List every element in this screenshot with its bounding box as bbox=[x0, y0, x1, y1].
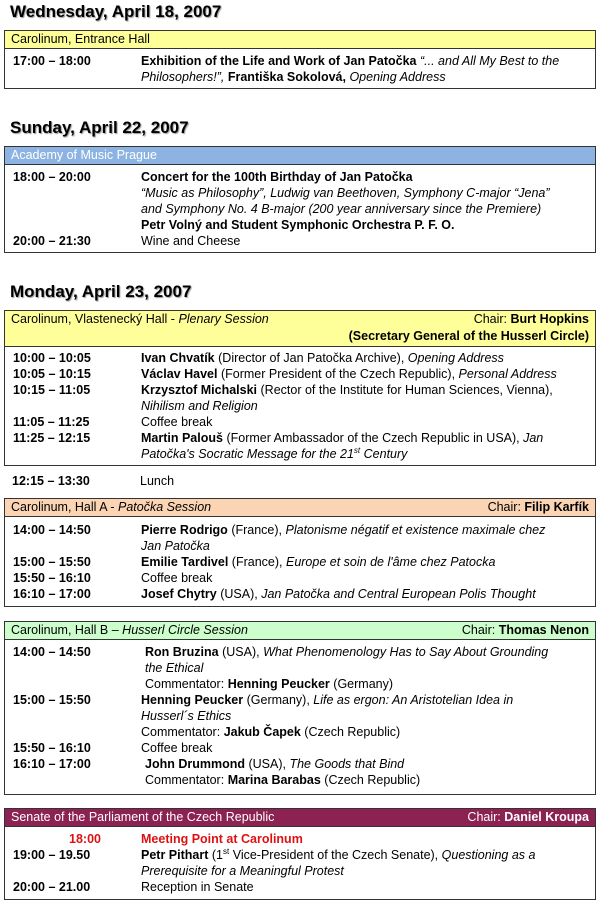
venue-name: Carolinum, Hall A - bbox=[11, 500, 115, 514]
commentator-label: Commentator: bbox=[145, 773, 225, 787]
schedule-row bbox=[11, 644, 589, 660]
schedule-row bbox=[11, 398, 589, 414]
schedule-row bbox=[11, 538, 589, 554]
speaker: Henning Peucker bbox=[141, 693, 244, 707]
affiliation: (Former President of the Czech Republic), bbox=[220, 367, 456, 381]
day-heading-monday: Monday, April 23, 2007 bbox=[10, 282, 192, 301]
schedule-row bbox=[11, 676, 589, 692]
event-title: Reception in Senate bbox=[141, 880, 254, 894]
time: 17:00 – 18:00 bbox=[13, 54, 91, 68]
speaker: Ivan Chvatík bbox=[141, 351, 215, 365]
plenary-box bbox=[4, 310, 596, 466]
speaker: Emilie Tardivel bbox=[141, 555, 229, 569]
event-italic: “... and All My Best to the bbox=[419, 54, 560, 68]
schedule-row bbox=[11, 185, 589, 201]
event-italic: Philosophers!”, bbox=[141, 70, 225, 84]
session-name: Patočka Session bbox=[118, 500, 212, 514]
venue-name: Carolinum, Vlastenecký Hall - bbox=[11, 312, 175, 326]
talk-title: Prerequisite for a Meaningful Protest bbox=[141, 864, 344, 878]
commentator: Henning Peucker bbox=[227, 677, 330, 691]
chair-name: Filip Karfík bbox=[524, 500, 589, 514]
time: 18:00 – 20:00 bbox=[13, 170, 91, 184]
time: 16:10 – 17:00 bbox=[13, 587, 91, 601]
talk-title: Jan Patočka bbox=[141, 539, 210, 553]
talk-title: Patočka's Socratic Message for the 21 bbox=[141, 447, 354, 461]
speaker: Martin Palouš bbox=[141, 431, 223, 445]
talk-title: Life as ergon: An Aristotelian Idea in bbox=[313, 693, 514, 707]
schedule-row bbox=[11, 446, 589, 462]
talk-title: the Ethical bbox=[145, 661, 204, 675]
schedule-row bbox=[11, 382, 589, 398]
schedule-row bbox=[11, 756, 589, 772]
break: Coffee break bbox=[141, 571, 213, 585]
speaker: Václav Havel bbox=[141, 367, 218, 381]
time: 11:05 – 11:25 bbox=[13, 415, 90, 429]
affiliation: (Rector of the Institute for Human Sciences, Vienna), bbox=[260, 383, 553, 397]
talk-title: Platonisme négatif et existence maximale chez bbox=[285, 523, 546, 537]
talk-title: The Goods that Bind bbox=[289, 757, 405, 771]
talk-title: Jan bbox=[523, 431, 544, 445]
lunch-row bbox=[10, 473, 590, 489]
affiliation: (Director of Jan Patočka Archive), bbox=[218, 351, 405, 365]
time: 11:25 – 12:15 bbox=[13, 431, 91, 445]
schedule-row bbox=[11, 772, 589, 788]
affiliation: (Former Ambassador of the Czech Republic in USA), bbox=[226, 431, 520, 445]
time: 20:00 – 21:30 bbox=[13, 234, 91, 248]
venue-header bbox=[5, 809, 595, 827]
speaker: Františka Sokolová, bbox=[227, 70, 346, 84]
sunday-box bbox=[4, 146, 596, 253]
commentator-label: Commentator: bbox=[141, 725, 221, 739]
time: 20:00 – 21.00 bbox=[13, 880, 91, 894]
affiliation: (USA), bbox=[248, 757, 286, 771]
commentator: Marina Barabas bbox=[227, 773, 321, 787]
event-detail: and Symphony No. 4 B-major (200 year anniversary since the Premiere) bbox=[141, 202, 542, 216]
schedule-row bbox=[11, 53, 589, 69]
schedule-row bbox=[11, 708, 589, 724]
venue-header bbox=[5, 311, 595, 347]
chair-name: Daniel Kroupa bbox=[504, 810, 589, 824]
chair-name: Burt Hopkins bbox=[510, 312, 589, 326]
speaker: Krzysztof Michalski bbox=[141, 383, 258, 397]
affiliation: (France), bbox=[231, 555, 283, 569]
talk-title: Europe et soin de l'âme chez Patocka bbox=[285, 555, 496, 569]
talk-title: Century bbox=[363, 447, 408, 461]
event-detail: “Music as Philosophy”, Ludwig van Beethoven, Symphony C-major “Jena” bbox=[141, 186, 550, 200]
chair-subtitle: (Secretary General of the Husserl Circle) bbox=[348, 329, 589, 343]
schedule-row bbox=[11, 570, 589, 586]
schedule-row bbox=[11, 414, 589, 430]
venue-name: Carolinum, Entrance Hall bbox=[11, 32, 150, 46]
break: Coffee break bbox=[141, 741, 213, 755]
session-name: Plenary Session bbox=[178, 312, 269, 326]
venue-name: Carolinum, Hall B – bbox=[11, 623, 119, 637]
speaker: Pierre Rodrigo bbox=[141, 523, 228, 537]
schedule-row bbox=[11, 201, 589, 217]
schedule-row bbox=[11, 831, 589, 847]
talk-title: Husserl´s Ethics bbox=[141, 709, 232, 723]
affiliation: (Czech Republic) bbox=[324, 773, 421, 787]
schedule-row bbox=[11, 169, 589, 185]
superscript: st bbox=[353, 445, 361, 455]
talk-title: Opening Address bbox=[349, 70, 446, 84]
affiliation: (1 bbox=[211, 848, 223, 862]
time: 10:05 – 10:15 bbox=[13, 367, 91, 381]
schedule-row bbox=[11, 879, 589, 895]
affiliation: (USA), bbox=[222, 645, 260, 659]
time: 18:00 bbox=[69, 832, 101, 846]
commentator: Jakub Čapek bbox=[223, 725, 301, 739]
talk-title: Nihilism and Religion bbox=[141, 399, 258, 413]
time: 10:15 – 11:05 bbox=[13, 383, 91, 397]
venue-name: Academy of Music Prague bbox=[11, 148, 157, 162]
speaker: John Drummond bbox=[145, 757, 245, 771]
affiliation: Vice-President of the Czech Senate), bbox=[232, 848, 439, 862]
break: Lunch bbox=[140, 474, 175, 488]
schedule-row bbox=[11, 847, 589, 863]
hall-a-box bbox=[4, 498, 596, 607]
chair-name: Thomas Nenon bbox=[498, 623, 589, 637]
time: 14:00 – 14:50 bbox=[13, 523, 91, 537]
wednesday-box bbox=[4, 30, 596, 89]
time: 19:00 – 19.50 bbox=[13, 848, 91, 862]
venue-header bbox=[5, 147, 595, 165]
chair-label: Chair: bbox=[461, 623, 496, 637]
schedule-row bbox=[11, 350, 589, 366]
schedule-row bbox=[11, 724, 589, 740]
talk-title: Questioning as a bbox=[441, 848, 536, 862]
time: 16:10 – 17:00 bbox=[13, 757, 91, 771]
talk-title: Personal Address bbox=[458, 367, 557, 381]
event-title: Exhibition of the Life and Work of Jan Patočka bbox=[141, 54, 417, 68]
break: Coffee break bbox=[141, 415, 213, 429]
venue-header bbox=[5, 622, 595, 640]
affiliation: (Germany), bbox=[246, 693, 310, 707]
talk-title: Opening Address bbox=[407, 351, 504, 365]
performers: Petr Volný and Student Symphonic Orchestra P. F. O. bbox=[141, 218, 455, 232]
schedule-row bbox=[11, 586, 589, 602]
affiliation: (Czech Republic) bbox=[304, 725, 401, 739]
schedule-row bbox=[11, 554, 589, 570]
time: 10:00 – 10:05 bbox=[13, 351, 91, 365]
schedule-row bbox=[11, 233, 589, 249]
event-title: Wine and Cheese bbox=[141, 234, 241, 248]
schedule-row bbox=[11, 522, 589, 538]
affiliation: (France), bbox=[231, 523, 283, 537]
schedule-row bbox=[11, 217, 589, 233]
schedule-row bbox=[11, 740, 589, 756]
schedule-row bbox=[11, 863, 589, 879]
time: 15:50 – 16:10 bbox=[13, 571, 91, 585]
commentator-label: Commentator: bbox=[145, 677, 225, 691]
day-heading-wednesday: Wednesday, April 18, 2007 bbox=[10, 2, 222, 21]
speaker: Petr Pithart bbox=[141, 848, 209, 862]
schedule-row bbox=[11, 69, 589, 85]
speaker: Josef Chytry bbox=[141, 587, 217, 601]
time: 15:50 – 16:10 bbox=[13, 741, 91, 755]
meeting-point: Meeting Point at Carolinum bbox=[141, 832, 303, 846]
chair-label: Chair: bbox=[473, 312, 508, 326]
time: 14:00 – 14:50 bbox=[13, 645, 91, 659]
senate-box bbox=[4, 808, 596, 900]
event-title: Concert for the 100th Birthday of Jan Patočka bbox=[141, 170, 413, 184]
talk-title: What Phenomenology Has to Say About Grounding bbox=[263, 645, 549, 659]
schedule-row bbox=[11, 692, 589, 708]
schedule-row bbox=[11, 660, 589, 676]
affiliation: (Germany) bbox=[333, 677, 394, 691]
venue-header bbox=[5, 31, 595, 49]
time: 15:00 – 15:50 bbox=[13, 693, 91, 707]
chair-label: Chair: bbox=[487, 500, 521, 514]
talk-title: Jan Patočka and Central European Polis Thought bbox=[261, 587, 536, 601]
hall-b-box bbox=[4, 621, 596, 795]
affiliation: (USA), bbox=[220, 587, 258, 601]
speaker: Ron Bruzina bbox=[145, 645, 219, 659]
day-heading-sunday: Sunday, April 22, 2007 bbox=[10, 118, 189, 137]
venue-name: Senate of the Parliament of the Czech Republic bbox=[11, 810, 275, 824]
time: 15:00 – 15:50 bbox=[13, 555, 91, 569]
venue-header bbox=[5, 499, 595, 517]
schedule-row bbox=[11, 430, 589, 446]
schedule-row bbox=[11, 366, 589, 382]
time: 12:15 – 13:30 bbox=[12, 474, 90, 488]
chair-label: Chair: bbox=[467, 810, 501, 824]
session-name: Husserl Circle Session bbox=[122, 623, 248, 637]
superscript: st bbox=[223, 846, 230, 856]
